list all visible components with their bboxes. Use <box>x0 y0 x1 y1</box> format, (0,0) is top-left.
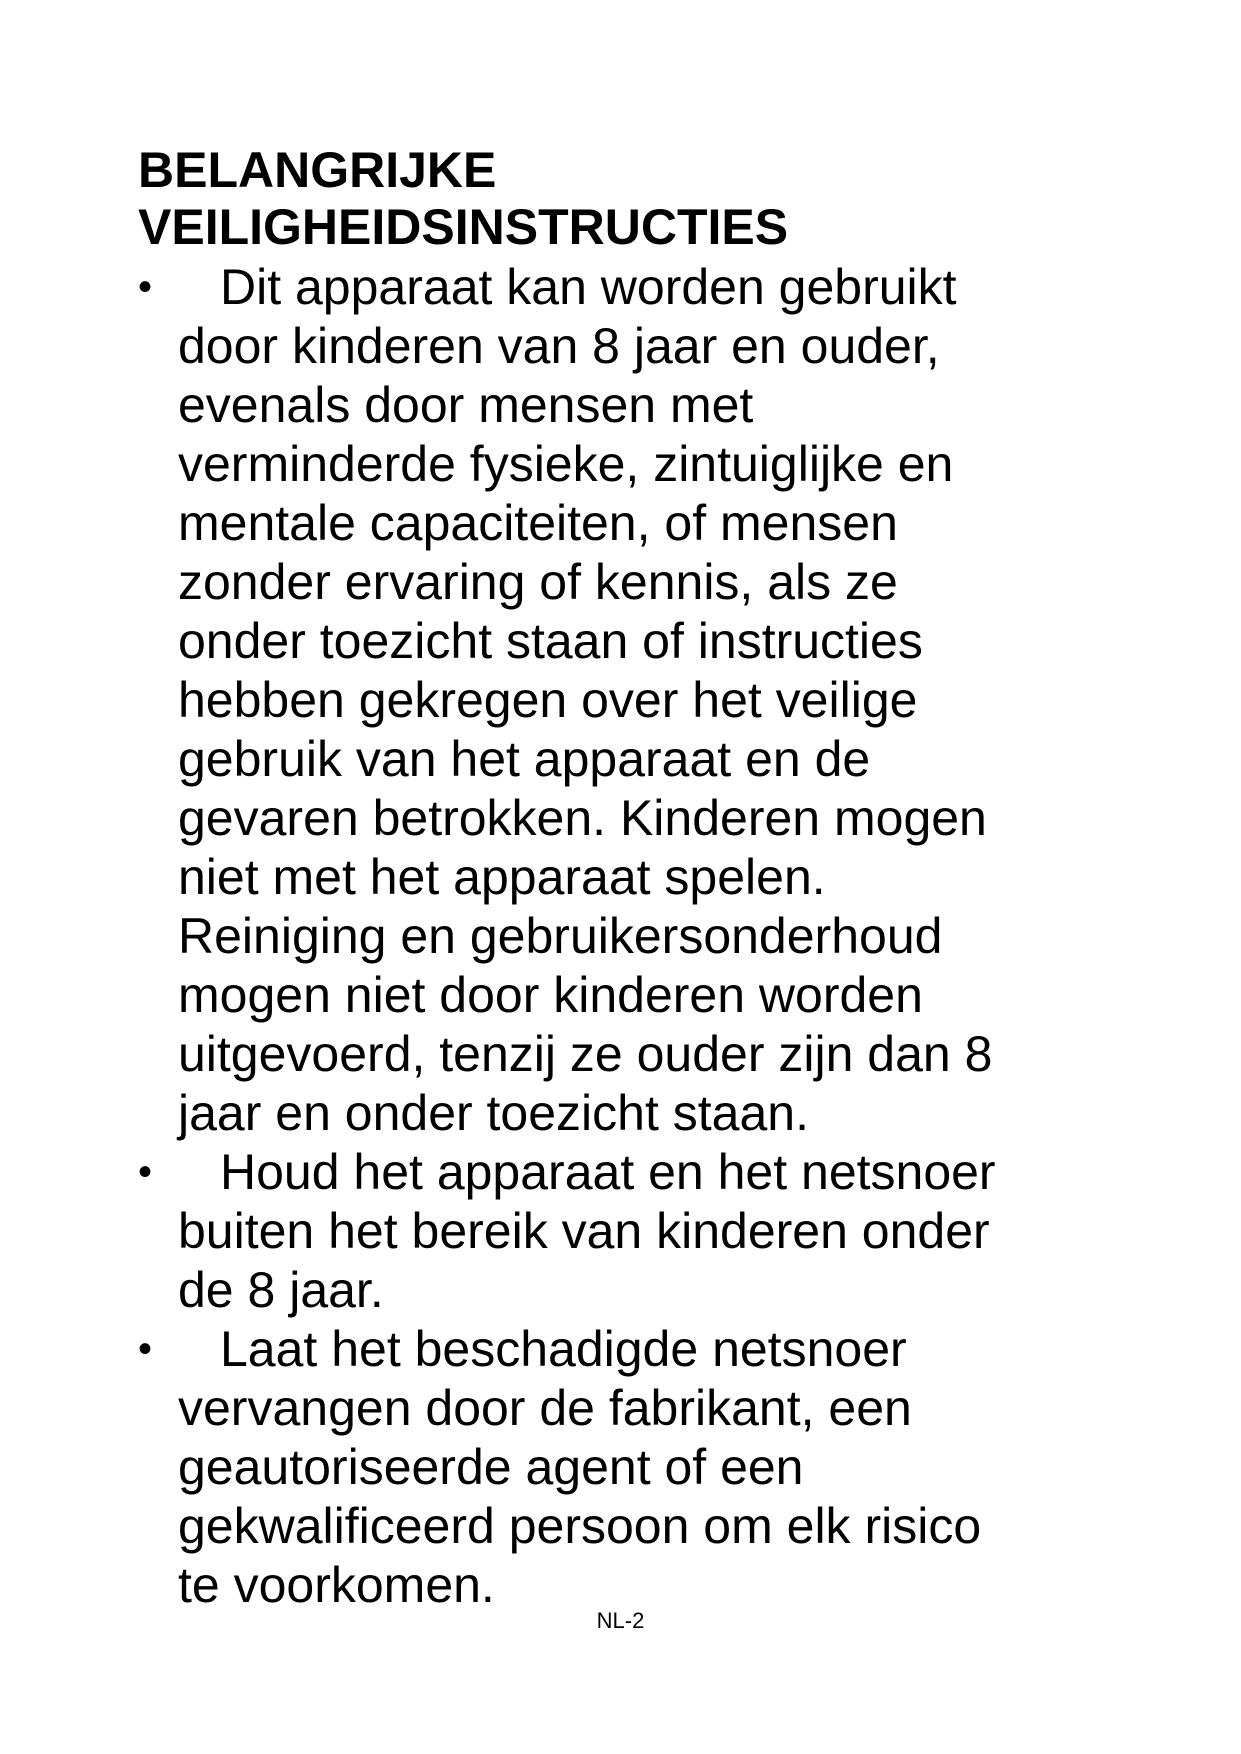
list-item-line: jaar en onder toezicht staan. <box>178 1085 809 1141</box>
list-item-line: uitgevoerd, tenzij ze ouder zijn dan 8 <box>178 1026 993 1082</box>
list-item-line: mentale capaciteiten, of mensen <box>178 495 898 551</box>
page-title <box>138 142 1138 256</box>
bullet-icon: • <box>138 1327 153 1371</box>
list-item-line: zonder ervaring of kennis, als ze <box>178 554 898 610</box>
page-number: NL-2 <box>596 1608 645 1633</box>
list-item-line: geautoriseerde agent of een <box>178 1439 804 1495</box>
list-item-line: de 8 jaar. <box>178 1262 384 1318</box>
list-item-line: vervangen door de fabrikant, een <box>178 1380 912 1436</box>
list-item-line: Laat het beschadigde netsnoer <box>220 1321 907 1377</box>
list-item-line: verminderde fysieke, zintuiglijke en <box>178 436 954 492</box>
list-item-line: evenals door mensen met <box>178 377 754 433</box>
title-line-2: VEILIGHEIDSINSTRUCTIES <box>138 199 789 255</box>
list-item-line: gevaren betrokken. Kinderen mogen <box>178 790 987 846</box>
list-item-line: Reiniging en gebruikersonderhoud <box>178 908 943 964</box>
bullet-icon: • <box>138 265 153 309</box>
list-item <box>138 258 1138 1143</box>
list-item-line: gebruik van het apparaat en de <box>178 731 871 787</box>
bullet-icon: • <box>138 1150 153 1194</box>
list-item-line: Houd het apparaat en het netsnoer <box>220 1144 996 1200</box>
safety-instructions-list <box>138 258 1138 1615</box>
list-item-line: hebben gekregen over het veilige <box>178 672 918 728</box>
title-line-1: BELANGRIJKE <box>138 142 497 198</box>
list-item-line: onder toezicht staan of instructies <box>178 613 923 669</box>
list-item-line: niet met het apparaat spelen. <box>178 849 826 905</box>
list-item-line: Dit apparaat kan worden gebruikt <box>220 259 957 315</box>
list-item <box>138 1143 1138 1320</box>
list-item-line: te voorkomen. <box>178 1557 495 1613</box>
list-item-line: door kinderen van 8 jaar en ouder, <box>178 318 940 374</box>
list-item <box>138 1320 1138 1615</box>
list-item-line: gekwalificeerd persoon om elk risico <box>178 1498 982 1554</box>
list-item-line: buiten het bereik van kinderen onder <box>178 1203 990 1259</box>
list-item-line: mogen niet door kinderen worden <box>178 967 923 1023</box>
